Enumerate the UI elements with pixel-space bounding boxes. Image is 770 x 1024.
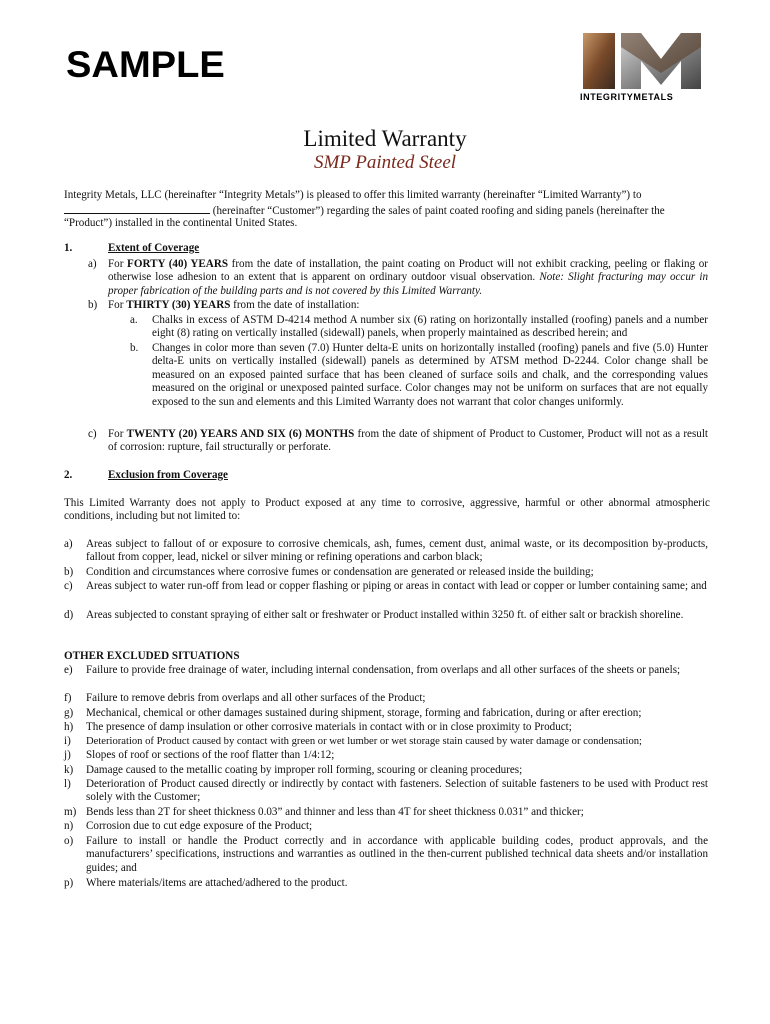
other-l-label: l) [64, 778, 71, 790]
document-title: Limited Warranty [303, 126, 467, 151]
section-2-title: Exclusion from Coverage [108, 469, 228, 481]
sample-watermark: SAMPLE [66, 44, 225, 85]
exclusion-b-text: Condition and circumstances where corrosive fumes or condensation are generated or released inside the building; [86, 566, 594, 578]
item-a-label: a) [88, 258, 97, 270]
other-o-label: o) [64, 835, 74, 847]
other-m-text: Bends less than 2T for sheet thickness 0.03” and thinner and less than 4T for sheet thickness 0.031” and thicker; [86, 806, 584, 818]
document-subtitle: SMP Painted Steel [313, 152, 457, 173]
other-k-text: Damage caused to the metallic coating by improper roll forming, scouring or cleaning procedures; [86, 764, 523, 776]
other-p-label: p) [64, 877, 74, 889]
other-e-label: e) [64, 664, 73, 676]
item-a-text: For FORTY (40) YEARS from the date of installation, the paint coating on Product will not exhibit cracking, peeling or flaking or otherwise lose adhesion to an extent that is apparent on ordinary outdoor visual observation. Note: Slight fracturing may occur in proper fabrication of the building parts and is not covered by this Limited Warranty. [108, 258, 709, 297]
other-p-text: Where materials/items are attached/adhered to the product. [86, 877, 348, 889]
other-g-text: Mechanical, chemical or other damages sustained during shipment, storage, forming and fabrication, during or after erection; [86, 707, 642, 719]
other-h-label: h) [64, 721, 74, 733]
other-n-text: Corrosion due to cut edge exposure of the Product; [86, 820, 313, 832]
section-1-number: 1. [64, 242, 73, 254]
other-f-text: Failure to remove debris from overlaps and all other surfaces of the Product; [86, 692, 426, 704]
section-1-title: Extent of Coverage [108, 242, 200, 254]
section-2-intro: This Limited Warranty does not apply to Product exposed at any time to corrosive, aggressive, harmful or other abnormal atmospheric conditions, including but not limited to: [64, 497, 710, 523]
subitem-a-label: a. [130, 314, 138, 326]
exclusion-d-text: Areas subjected to constant spraying of either salt or freshwater or Product installed within 3250 ft. of either salt or brackish shoreline. [86, 609, 684, 621]
exclusion-c-text: Areas subject to water run-off from lead or copper flashing or piping or areas in contact with lead or copper or lumber containing same; and [86, 580, 707, 592]
other-k-label: k) [64, 764, 74, 776]
item-b-text: For THIRTY (30) YEARS from the date of installation: [108, 299, 360, 311]
other-h-text: The presence of damp insulation or other corrosive materials in contact with or in close proximity to Product; [86, 721, 572, 733]
subitem-a-text: Chalks in excess of ASTM D-4214 method A number six (6) rating on horizontally installed (roofing) panels and a number eight (8) rating on vertically installed (sidewall) panels, when properly maintained as described herein; and [152, 314, 708, 340]
section-2-number: 2. [64, 469, 73, 481]
exclusion-a-label: a) [64, 538, 73, 550]
other-i-label: i) [64, 735, 71, 747]
other-j-label: j) [64, 749, 71, 761]
other-l-text: Deterioration of Product caused directly or indirectly by contact with fasteners. Selection of suitable fasteners to be used with Product rest solely with the Customer; [86, 778, 708, 804]
subitem-b-text: Changes in color more than seven (7.0) Hunter delta-E units on horizontally installed (roofing) panels and five (5.0) Hunter delta-E units on vertically installed (sidewall) panels as determined by ATSM method D-2244. Color change shall be measured on an exposed painted surface that has been cleaned of surface soils and chalk, and the corresponding values measured on the original or unexposed painted surface. Color changes may not be uniform on surfaces that are not equally exposed to the sun and elements and this Limited Warranty does not warrant that color changes uniformly. [152, 342, 708, 408]
logo-wordmark: INTEGRITYMETALS [580, 92, 674, 102]
intro-line-3: “Product”) installed in the continental United States. [64, 217, 298, 229]
exclusion-b-label: b) [64, 566, 74, 578]
exclusion-d-label: d) [64, 609, 74, 621]
item-c-text: For TWENTY (20) YEARS AND SIX (6) MONTHS from the date of shipment of Product to Customer, Product will not as a result of corrosion: rupture, fail structurally or perforate. [108, 428, 709, 454]
exclusion-a-text: Areas subject to fallout of or exposure to corrosive chemicals, ash, fumes, cement dust, animal waste, or its decomposition by-products, fallout from copper, lead, nickel or silver mining or refining operations and carbon black; [86, 538, 708, 564]
other-n-label: n) [64, 820, 74, 832]
other-e-text: Failure to provide free drainage of water, including internal condensation, from overlaps and all other surfaces of the sheets or panels; [86, 664, 681, 676]
intro-line-2: (hereinafter “Customer”) regarding the sales of paint coated roofing and siding panels (hereinafter the [64, 203, 665, 217]
other-f-label: f) [64, 692, 72, 704]
other-g-label: g) [64, 707, 74, 719]
exclusion-c-label: c) [64, 580, 73, 592]
subitem-b-label: b. [130, 342, 139, 354]
other-m-label: m) [64, 806, 77, 818]
intro-line-1: Integrity Metals, LLC (hereinafter “Integrity Metals”) is pleased to offer this limited warranty (hereinafter “Limited Warranty”) to [64, 189, 642, 201]
other-excluded-heading: OTHER EXCLUDED SITUATIONS [64, 650, 240, 662]
item-c-label: c) [88, 428, 97, 440]
customer-blank-field [64, 203, 210, 214]
other-j-text: Slopes of roof or sections of the roof flatter than 1/4:12; [86, 749, 335, 761]
other-i-text: Deterioration of Product caused by contact with green or wet lumber or wet storage stain caused by water damage or condensation; [86, 736, 642, 747]
item-b-label: b) [88, 299, 98, 311]
other-o-text: Failure to install or handle the Product correctly and in accordance with applicable building codes, product approvals, and the manufacturers’ specifications, instructions and warranties as outlined in the then-current published technical data sheets and/or installation guides; and [86, 835, 708, 874]
